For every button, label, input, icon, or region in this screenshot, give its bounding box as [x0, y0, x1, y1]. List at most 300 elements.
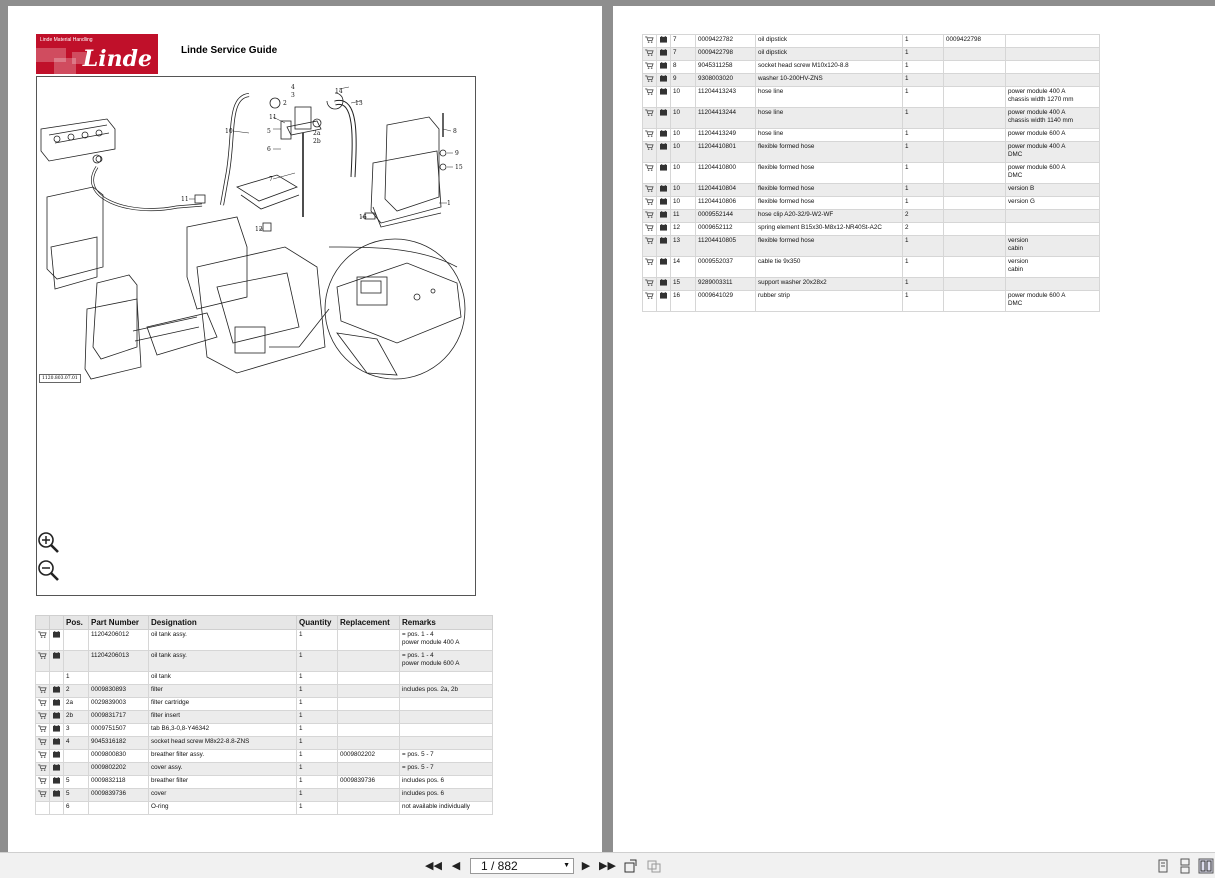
pos-cell: 9 [671, 74, 696, 87]
replacement-cell [944, 142, 1006, 163]
pos-cell: 10 [671, 129, 696, 142]
quantity-cell: 1 [297, 737, 338, 750]
designation-cell: spring element B15x30-M8x12-NR40St-A2C [756, 223, 903, 236]
remark-line: power module 600 A [402, 659, 460, 667]
cart-icon[interactable] [38, 777, 47, 784]
quantity-cell: 1 [903, 236, 944, 257]
remark-line: power module 600 A [1008, 130, 1066, 137]
drawing-code: 1120.803.07.01 [39, 374, 81, 383]
quantity-cell: 1 [297, 776, 338, 789]
callout-label: 15 [455, 164, 463, 171]
callout-label: 13 [355, 100, 363, 107]
table-row[interactable] [643, 210, 1100, 223]
notes-cell[interactable] [657, 278, 671, 291]
cart-cell[interactable] [643, 142, 657, 163]
quantity-cell: 1 [903, 163, 944, 184]
zoom-out-icon[interactable] [37, 559, 61, 583]
table-row[interactable] [36, 630, 493, 651]
table-row[interactable] [643, 142, 1100, 163]
pos-cell: 5 [64, 776, 89, 789]
quantity-cell: 1 [297, 789, 338, 802]
pos-cell [64, 630, 89, 651]
table-row[interactable] [643, 163, 1100, 184]
notes-icon[interactable] [659, 88, 668, 95]
two-page-icon[interactable] [1198, 858, 1214, 874]
designation-cell: hose line [756, 108, 903, 129]
quantity-cell: 1 [903, 35, 944, 48]
cart-cell[interactable] [643, 278, 657, 291]
cart-cell[interactable] [36, 763, 50, 776]
cart-cell[interactable] [643, 197, 657, 210]
designation-cell: oil tank assy. [149, 651, 297, 672]
notes-cell[interactable] [657, 108, 671, 129]
designation-cell: rubber strip [756, 291, 903, 312]
first-page-icon[interactable]: ◀◀ [425, 860, 442, 872]
notes-icon[interactable] [52, 777, 61, 784]
cart-cell[interactable] [36, 802, 50, 815]
notes-cell[interactable] [50, 651, 64, 672]
replacement-cell [338, 789, 400, 802]
cart-icon[interactable] [38, 712, 47, 719]
quantity-cell: 1 [903, 142, 944, 163]
table-row[interactable] [643, 291, 1100, 312]
replacement-cell [944, 74, 1006, 87]
table-row[interactable] [36, 750, 493, 763]
remarks-cell [1006, 210, 1100, 223]
remark-line: version G [1008, 198, 1035, 205]
cart-icon[interactable] [645, 49, 654, 56]
notes-icon[interactable] [659, 49, 668, 56]
viewer-toolbar [0, 852, 1215, 878]
table-row[interactable] [36, 789, 493, 802]
notes-cell[interactable] [657, 142, 671, 163]
replacement-cell [944, 257, 1006, 278]
cart-cell[interactable] [36, 750, 50, 763]
pos-cell: 7 [671, 48, 696, 61]
notes-icon[interactable] [52, 790, 61, 797]
remarks-cell [400, 698, 493, 711]
cart-cell[interactable] [36, 737, 50, 750]
table-row[interactable] [643, 184, 1100, 197]
callout-label: 3 [291, 92, 295, 99]
part-number-cell: 0009641029 [696, 291, 756, 312]
replacement-cell: 0009422798 [944, 35, 1006, 48]
cart-icon[interactable] [38, 725, 47, 732]
remark-line: version [1008, 258, 1029, 265]
remark-line: chassis width 1140 mm [1008, 116, 1073, 124]
cart-cell[interactable] [643, 223, 657, 236]
chevron-down-icon[interactable]: ▼ [563, 862, 570, 869]
pos-cell: 5 [64, 789, 89, 802]
replacement-cell [338, 630, 400, 651]
quantity-cell: 1 [297, 630, 338, 651]
notes-cell[interactable] [657, 48, 671, 61]
col-remarks-header: Remarks [400, 616, 493, 630]
cart-icon[interactable] [645, 109, 654, 116]
remark-line: power module 400 A [1008, 88, 1066, 95]
notes-cell[interactable] [50, 750, 64, 763]
quantity-cell: 1 [903, 74, 944, 87]
cart-cell[interactable] [36, 789, 50, 802]
part-number-cell: 9308003020 [696, 74, 756, 87]
notes-cell[interactable] [50, 776, 64, 789]
part-number-cell: 9045316182 [89, 737, 149, 750]
notes-cell[interactable] [50, 672, 64, 685]
remarks-cell [1006, 61, 1100, 74]
cart-cell[interactable] [36, 685, 50, 698]
quantity-cell: 1 [297, 724, 338, 737]
replacement-cell [338, 737, 400, 750]
remark-line: power module 400 A [1008, 143, 1066, 150]
cart-cell[interactable] [643, 74, 657, 87]
cart-cell[interactable] [36, 724, 50, 737]
notes-cell[interactable] [50, 737, 64, 750]
cart-cell[interactable] [643, 210, 657, 223]
designation-cell: hose line [756, 87, 903, 108]
notes-cell[interactable] [50, 711, 64, 724]
part-number-cell: 11204410801 [696, 142, 756, 163]
notes-cell[interactable] [50, 724, 64, 737]
remarks-cell [1006, 257, 1100, 278]
notes-icon[interactable] [52, 751, 61, 758]
replacement-cell: 0009802202 [338, 750, 400, 763]
cart-icon[interactable] [38, 631, 47, 638]
last-page-icon[interactable]: ▶▶ [599, 860, 616, 872]
designation-cell: oil dipstick [756, 35, 903, 48]
notes-icon[interactable] [659, 143, 668, 150]
cart-icon[interactable] [645, 130, 654, 137]
replacement-cell [944, 129, 1006, 142]
table-header-row [36, 616, 493, 630]
remarks-cell [1006, 48, 1100, 61]
remark-line: = pos. 1 - 4 [402, 652, 434, 659]
table-row[interactable] [643, 48, 1100, 61]
remark-line: version B [1008, 185, 1035, 192]
cart-icon[interactable] [645, 237, 654, 244]
cart-icon[interactable] [38, 738, 47, 745]
pos-cell: 8 [671, 61, 696, 74]
notes-cell[interactable] [657, 184, 671, 197]
notes-cell[interactable] [657, 197, 671, 210]
cart-cell[interactable] [643, 163, 657, 184]
cart-icon[interactable] [645, 164, 654, 171]
callout-label: 2 [283, 100, 287, 107]
table-row[interactable] [36, 711, 493, 724]
remark-line: power module 400 A [402, 638, 460, 646]
cart-icon[interactable] [645, 198, 654, 205]
cart-icon[interactable] [38, 652, 47, 659]
part-number-cell: 11204413249 [696, 129, 756, 142]
notes-cell[interactable] [50, 685, 64, 698]
quantity-cell: 1 [297, 802, 338, 815]
remarks-cell [1006, 236, 1100, 257]
part-number-cell [89, 802, 149, 815]
callout-label: 8 [453, 128, 457, 135]
cart-icon[interactable] [645, 62, 654, 69]
notes-cell[interactable] [50, 698, 64, 711]
pos-cell: 11 [671, 210, 696, 223]
notes-icon[interactable] [659, 198, 668, 205]
pos-cell: 14 [671, 257, 696, 278]
cart-icon[interactable] [38, 751, 47, 758]
remark-line: includes pos. 2a, 2b [402, 686, 459, 693]
notes-cell[interactable] [657, 35, 671, 48]
remark-line: = pos. 5 - 7 [402, 751, 434, 758]
designation-cell: flexible formed hose [756, 236, 903, 257]
designation-cell: filter insert [149, 711, 297, 724]
callout-label: 14 [335, 88, 343, 95]
remarks-cell [400, 763, 493, 776]
callout-label: 11 [269, 114, 277, 121]
notes-icon[interactable] [659, 279, 668, 286]
table-row[interactable] [36, 672, 493, 685]
notes-icon[interactable] [52, 686, 61, 693]
notes-icon[interactable] [52, 738, 61, 745]
next-page-icon[interactable]: ▶ [581, 860, 591, 872]
zoom-in-icon[interactable] [37, 531, 61, 555]
part-number-cell: 9289003311 [696, 278, 756, 291]
table-row[interactable] [643, 197, 1100, 210]
cart-cell[interactable] [36, 776, 50, 789]
cart-cell[interactable] [36, 672, 50, 685]
notes-icon[interactable] [659, 62, 668, 69]
cart-cell[interactable] [36, 630, 50, 651]
quantity-cell: 1 [297, 698, 338, 711]
notes-cell[interactable] [657, 236, 671, 257]
replacement-cell [944, 61, 1006, 74]
replacement-cell [338, 802, 400, 815]
cart-icon[interactable] [38, 686, 47, 693]
cart-cell[interactable] [643, 48, 657, 61]
notes-icon[interactable] [52, 764, 61, 771]
part-number-cell: 0009831717 [89, 711, 149, 724]
replacement-cell [944, 48, 1006, 61]
notes-icon[interactable] [659, 185, 668, 192]
quantity-cell: 1 [903, 184, 944, 197]
cart-cell[interactable] [643, 129, 657, 142]
designation-cell: tab B6,3-0,8-Y46342 [149, 724, 297, 737]
table-row[interactable] [643, 74, 1100, 87]
col-replacement-header: Replacement [338, 616, 400, 630]
cart-cell[interactable] [643, 61, 657, 74]
notes-cell[interactable] [50, 789, 64, 802]
remarks-cell [400, 789, 493, 802]
prev-page-icon[interactable]: ◀ [451, 860, 461, 872]
remarks-cell [400, 750, 493, 763]
page-number-input[interactable] [470, 858, 574, 874]
notes-cell[interactable] [657, 87, 671, 108]
notes-cell[interactable] [657, 163, 671, 184]
table-row[interactable] [36, 651, 493, 672]
cart-icon[interactable] [38, 790, 47, 797]
cart-icon[interactable] [645, 292, 654, 299]
notes-cell[interactable] [657, 223, 671, 236]
remarks-cell [1006, 35, 1100, 48]
callout-label: 12 [255, 226, 263, 233]
pos-cell: 10 [671, 142, 696, 163]
designation-cell: socket head screw M10x120-8.8 [756, 61, 903, 74]
remark-line: DMC [1008, 171, 1023, 179]
replacement-cell: 0009839736 [338, 776, 400, 789]
cart-cell[interactable] [643, 35, 657, 48]
remark-line: DMC [1008, 150, 1023, 158]
remark-line: DMC [1008, 299, 1023, 307]
remarks-cell [1006, 197, 1100, 210]
cart-icon[interactable] [645, 279, 654, 286]
cart-cell[interactable] [643, 87, 657, 108]
part-number-cell: 11204206012 [89, 630, 149, 651]
replacement-cell [944, 108, 1006, 129]
notes-icon[interactable] [659, 109, 668, 116]
cart-cell[interactable] [643, 108, 657, 129]
table-row[interactable] [36, 802, 493, 815]
notes-icon[interactable] [52, 712, 61, 719]
table-row[interactable] [36, 698, 493, 711]
part-number-cell: 0009830893 [89, 685, 149, 698]
pos-cell: 12 [671, 223, 696, 236]
table-row[interactable] [36, 685, 493, 698]
cart-icon[interactable] [645, 224, 654, 231]
part-number-cell: 11204410804 [696, 184, 756, 197]
notes-cell[interactable] [657, 74, 671, 87]
table-row[interactable] [643, 278, 1100, 291]
notes-icon[interactable] [659, 258, 668, 265]
designation-cell: washer 10-200HV-ZNS [756, 74, 903, 87]
table-row[interactable] [643, 236, 1100, 257]
fit-icon[interactable] [646, 858, 662, 874]
pos-cell [64, 763, 89, 776]
callout-label: 9 [455, 150, 459, 157]
quantity-cell: 1 [903, 278, 944, 291]
quantity-cell: 1 [903, 87, 944, 108]
cart-cell[interactable] [643, 236, 657, 257]
cart-icon[interactable] [645, 143, 654, 150]
diagram-drawing [37, 77, 475, 595]
cart-icon[interactable] [645, 211, 654, 218]
remarks-cell [400, 724, 493, 737]
table-row[interactable] [643, 87, 1100, 108]
table-row[interactable] [643, 129, 1100, 142]
notes-icon[interactable] [52, 652, 61, 659]
cart-icon[interactable] [645, 75, 654, 82]
quantity-cell: 1 [903, 48, 944, 61]
rotate-icon[interactable] [623, 858, 639, 874]
table-row[interactable] [36, 737, 493, 750]
cart-icon[interactable] [38, 699, 47, 706]
table-row[interactable] [36, 724, 493, 737]
table-row[interactable] [643, 223, 1100, 236]
cart-cell[interactable] [643, 257, 657, 278]
notes-icon[interactable] [52, 725, 61, 732]
pos-cell: 13 [671, 236, 696, 257]
notes-cell[interactable] [50, 763, 64, 776]
replacement-cell [338, 763, 400, 776]
notes-icon[interactable] [659, 36, 668, 43]
part-number-cell: 0009422782 [696, 35, 756, 48]
cart-icon[interactable] [645, 185, 654, 192]
designation-cell: cover [149, 789, 297, 802]
notes-icon[interactable] [659, 237, 668, 244]
table-row[interactable] [643, 257, 1100, 278]
replacement-cell [944, 197, 1006, 210]
notes-cell[interactable] [657, 61, 671, 74]
table-row[interactable] [643, 35, 1100, 48]
table-row[interactable] [36, 776, 493, 789]
cart-icon[interactable] [38, 764, 47, 771]
replacement-cell [944, 163, 1006, 184]
designation-cell: O-ring [149, 802, 297, 815]
continuous-icon[interactable] [1177, 858, 1193, 874]
designation-cell: filter cartridge [149, 698, 297, 711]
notes-cell[interactable] [657, 257, 671, 278]
notes-icon[interactable] [659, 224, 668, 231]
cart-icon[interactable] [645, 36, 654, 43]
quantity-cell: 1 [297, 711, 338, 724]
notes-cell[interactable] [657, 129, 671, 142]
exploded-parts-diagram [36, 76, 476, 596]
cart-icon[interactable] [645, 258, 654, 265]
cart-cell[interactable] [643, 291, 657, 312]
quantity-cell: 1 [297, 750, 338, 763]
callout-label: 16 [359, 214, 367, 221]
remarks-cell [400, 737, 493, 750]
designation-cell: flexible formed hose [756, 197, 903, 210]
pos-cell: 3 [64, 724, 89, 737]
part-number-cell: 11204410806 [696, 197, 756, 210]
replacement-cell [338, 724, 400, 737]
notes-icon[interactable] [659, 211, 668, 218]
quantity-cell: 1 [903, 291, 944, 312]
notes-cell[interactable] [657, 291, 671, 312]
remark-line: cabin [1008, 244, 1024, 252]
table-row[interactable] [643, 108, 1100, 129]
remark-line: not available individually [402, 803, 470, 810]
pos-cell: 1 [64, 672, 89, 685]
notes-icon[interactable] [52, 631, 61, 638]
single-page-icon[interactable] [1155, 858, 1171, 874]
table-row[interactable] [36, 763, 493, 776]
quantity-cell: 1 [297, 685, 338, 698]
replacement-cell [338, 685, 400, 698]
cart-cell[interactable] [36, 651, 50, 672]
designation-cell: oil tank [149, 672, 297, 685]
notes-icon[interactable] [659, 75, 668, 82]
notes-cell[interactable] [657, 210, 671, 223]
remark-line: = pos. 5 - 7 [402, 764, 434, 771]
parts-table-right [642, 34, 1100, 312]
notes-icon[interactable] [659, 292, 668, 299]
notes-cell[interactable] [50, 630, 64, 651]
notes-icon[interactable] [659, 164, 668, 171]
notes-icon[interactable] [52, 699, 61, 706]
replacement-cell [944, 223, 1006, 236]
cart-cell[interactable] [36, 711, 50, 724]
cart-column-header [36, 616, 50, 630]
pos-cell: 15 [671, 278, 696, 291]
pos-cell [64, 750, 89, 763]
cart-icon[interactable] [645, 88, 654, 95]
pos-cell: 2b [64, 711, 89, 724]
notes-cell[interactable] [50, 802, 64, 815]
remarks-cell [1006, 291, 1100, 312]
remarks-cell [400, 685, 493, 698]
notes-icon[interactable] [659, 130, 668, 137]
cart-cell[interactable] [36, 698, 50, 711]
table-row[interactable] [643, 61, 1100, 74]
cart-cell[interactable] [643, 184, 657, 197]
part-number-cell: 0009552144 [696, 210, 756, 223]
pos-cell: 6 [64, 802, 89, 815]
